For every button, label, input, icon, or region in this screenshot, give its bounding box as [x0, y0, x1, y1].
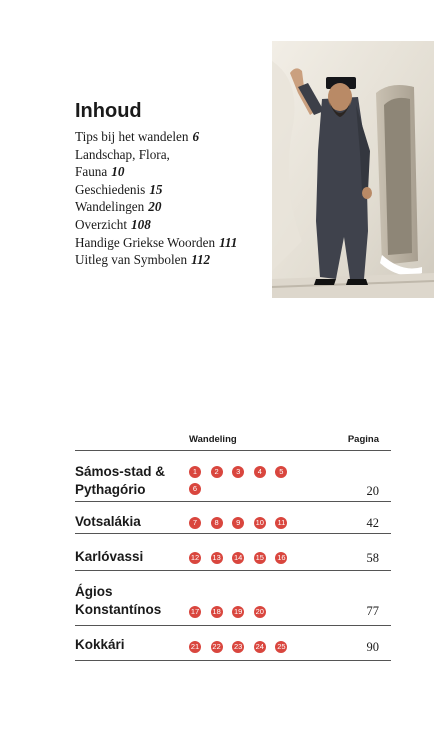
column-header-pagina: Pagina [347, 434, 379, 445]
walk-numbers [189, 466, 309, 500]
toc-item-label: Overzicht [75, 216, 127, 232]
monk-photo-illustration [272, 41, 434, 298]
table-row [75, 571, 391, 626]
walk-badge: 16 [277, 553, 286, 562]
walk-badge: 4 [254, 466, 266, 478]
table-row [75, 534, 391, 571]
page-number: 20 [366, 484, 379, 498]
walk-badge: 10 [255, 518, 264, 527]
walk-numbers [189, 641, 309, 658]
walk-badge: 17 [190, 607, 200, 616]
toc-item-page: 6 [192, 129, 200, 144]
toc-list [75, 128, 275, 269]
walk-badge: 18 [212, 607, 221, 616]
toc-item-wandelingen [75, 198, 275, 216]
toc-item-page: 20 [148, 199, 162, 215]
table-row [75, 502, 391, 534]
walks-table [75, 432, 391, 654]
walk-badge: 3 [232, 466, 244, 478]
toc-title: Inhoud [75, 100, 142, 122]
toc-item-label: Tips bij het wandelen [75, 129, 189, 144]
page-number: 58 [366, 551, 379, 565]
toc-item-page: 111 [219, 234, 238, 250]
toc-item-label: Landschap, Flora, Fauna [75, 146, 170, 180]
walk-badge: 8 [211, 517, 223, 529]
region-name: Sámos-stad & Pythagório [75, 464, 166, 497]
page-number: 77 [366, 604, 379, 618]
table-header [75, 432, 391, 451]
table-row [75, 451, 391, 502]
walk-badge: 1 [189, 466, 201, 478]
walk-badge: 2 [211, 466, 223, 478]
walk-badge: 25 [277, 642, 286, 651]
toc-item-landschap [75, 146, 187, 181]
walk-badge: 23 [234, 642, 243, 651]
column-header-wandeling: Wandeling [189, 434, 237, 445]
walk-badge: 5 [275, 466, 287, 478]
toc-item-woorden [75, 234, 275, 252]
walk-badge: 21 [190, 642, 200, 651]
walk-numbers [189, 552, 309, 569]
walk-badge: 9 [232, 517, 244, 529]
walk-numbers [189, 517, 309, 534]
toc-item-overzicht [75, 216, 275, 234]
toc-item-geschiedenis [75, 181, 275, 199]
walk-badge: 22 [212, 642, 221, 651]
walk-badge: 15 [255, 553, 264, 562]
toc-item-label: Handige Griekse Woorden [75, 234, 216, 250]
table-row [75, 626, 391, 661]
toc-item-symbolen [75, 251, 275, 269]
region-name: Karlóvassi [75, 549, 144, 564]
toc-item-label: Geschiedenis [75, 181, 146, 197]
toc-item-tips [75, 128, 275, 146]
toc-item-page: 112 [191, 252, 211, 268]
toc-item-page: 10 [111, 164, 125, 180]
monk-photo [272, 41, 434, 298]
walk-badge: 11 [275, 517, 287, 529]
walk-badge: 7 [189, 517, 201, 529]
toc-item-page: 108 [131, 216, 151, 232]
toc-item-label: Wandelingen [75, 199, 145, 215]
walk-badge: 12 [190, 553, 200, 562]
walk-numbers [189, 606, 309, 623]
walk-badge: 20 [255, 607, 264, 616]
region-name: Kokkári [75, 637, 125, 652]
page-number: 42 [366, 516, 379, 530]
walk-badge: 14 [234, 553, 243, 562]
walk-badge: 13 [212, 553, 221, 562]
walk-badge: 6 [189, 483, 201, 495]
toc-item-label: Uitleg van Symbolen [75, 252, 188, 268]
walk-badge: 19 [234, 607, 243, 616]
toc-item-page: 15 [149, 181, 163, 197]
region-name: Ágios Konstantínos [75, 584, 162, 617]
region-name: Votsalákia [75, 514, 141, 529]
page-number: 90 [366, 640, 379, 654]
walk-badge: 24 [255, 642, 264, 651]
